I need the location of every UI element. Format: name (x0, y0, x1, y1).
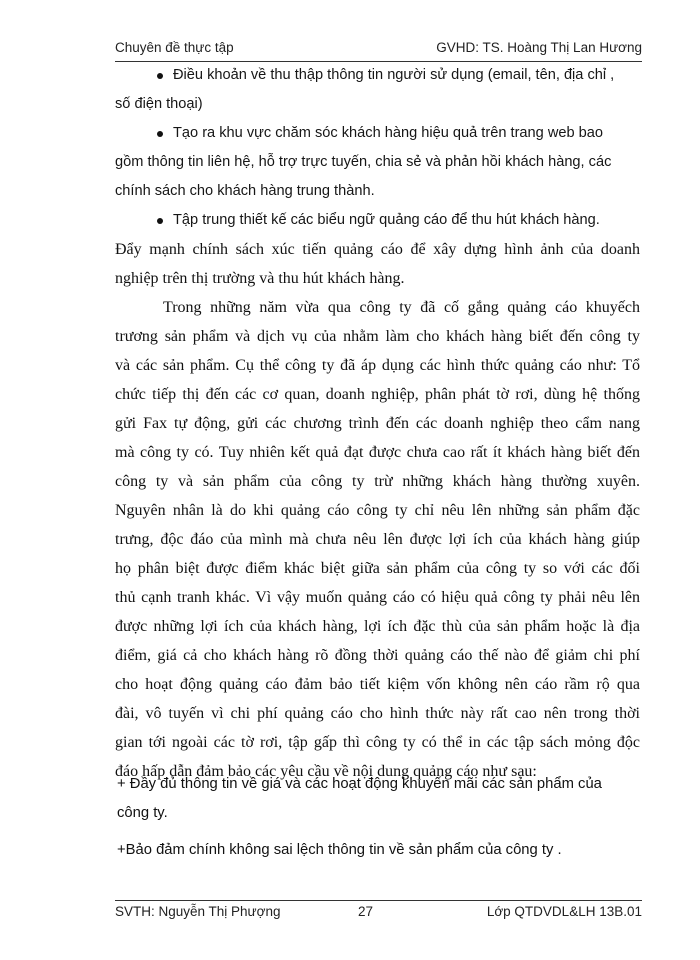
bullet-text-continued: số điện thoại) (115, 96, 203, 112)
bullet-text: Tập trung thiết kế các biểu ngữ quảng cáo để thu hút khách hàng. (173, 212, 600, 228)
paragraph-line: gửi Fax tự động, gửi các chương trình đến các doanh nghiệp theo cẩm nang (115, 415, 640, 432)
paragraph-line: và các sản phẩm. Cụ thể công ty đã áp dụng các hình thức quảng cáo như: Tổ (115, 357, 640, 374)
footer-divider (115, 900, 642, 901)
plus-item-accuracy (117, 836, 637, 865)
paragraph-line: Đẩy mạnh chính sách xúc tiến quảng cáo để xây dựng hình ảnh của doanh (115, 241, 640, 258)
footer-student-name: SVTH: Nguyễn Thị Phượng (115, 904, 281, 919)
header-left-title: Chuyên đề thực tập (115, 40, 234, 55)
bullet-item (115, 119, 640, 206)
paragraph-line: Nguyên nhân là do khi quảng cáo công ty chỉ nêu lên những sản phẩm đặc (115, 502, 640, 519)
bullet-text-continued: gồm thông tin liên hệ, hỗ trợ trực tuyến, chia sẻ và phản hồi khách hàng, các (115, 154, 612, 170)
page-footer (115, 904, 642, 924)
paragraph-line: được những lợi ích của khách hàng, lợi ích đặc thù của sản phẩm hoặc là địa (115, 618, 640, 635)
paragraph-line: công ty và sản phẩm của công ty trừ những khách hàng thường xuyên. (115, 473, 640, 490)
bullet-dot-icon (157, 131, 163, 137)
page-number: 27 (358, 904, 374, 919)
plus-item-line: công ty. (117, 805, 168, 821)
paragraph-line: họ phân biệt được điểm khác biệt giữa sản phẩm của công ty so với các đối (115, 560, 640, 577)
paragraph-line: điểm, giá cả cho khách hàng rõ đồng thời quảng cáo thế nào để giảm chi phí (115, 647, 640, 664)
paragraph-line: đáo hấp dẫn đảm bảo các yêu cầu về nội dung quảng cáo như sau: (115, 763, 537, 780)
bullet-text: Điều khoản về thu thập thông tin người sử dụng (email, tên, địa chỉ , (173, 67, 615, 83)
paragraph-line: trương sản phẩm và dịch vụ của nhằm làm cho khách hàng biết đến công ty (115, 328, 640, 345)
bullet-dot-icon (157, 73, 163, 79)
bullet-item (115, 61, 640, 119)
plus-item-line: + Đầy đủ thông tin về giá và các hoạt động khuyến mãi các sản phẩm của (117, 776, 602, 792)
paragraph-line: chức tiếp thị đến các cơ quan, doanh nghiệp, phân phát tờ rơi, dùng hệ thống (115, 386, 640, 403)
paragraph-line: trưng, độc đáo của mình mà chưa nêu lên được lợi ích của khách hàng giúp (115, 531, 640, 548)
paragraph-line: Trong những năm vừa qua công ty đã cố gắng quảng cáo khuyếch (163, 299, 640, 316)
paragraph-advertising (115, 293, 640, 786)
paragraph-promotion-policy (115, 235, 640, 293)
footer-class-code: Lớp QTDVDL&LH 13B.01 (486, 904, 642, 919)
header-right-supervisor: GVHD: TS. Hoàng Thị Lan Hương (436, 40, 642, 55)
paragraph-line: nghiệp trên thị trường và thu hút khách hàng. (115, 270, 405, 287)
paragraph-line: đài, vô tuyến vì chi phí quảng cáo cho hình thức này rất cao nên trong thời (115, 705, 640, 722)
paragraph-line: cho hoạt động quảng cáo đảm bảo tiết kiệm vốn không nên cáo rầm rộ qua (115, 676, 640, 693)
bullet-item (115, 206, 640, 235)
bullet-text: Tạo ra khu vực chăm sóc khách hàng hiệu quả trên trang web bao (173, 125, 604, 141)
bullet-dot-icon (157, 218, 163, 224)
paragraph-line: gian tới ngoài các tờ rơi, tập gấp thì công ty có thể in các tập sách mỏng độc (115, 734, 640, 751)
page-header (115, 40, 642, 60)
bullet-text-continued: chính sách cho khách hàng trung thành. (115, 183, 375, 199)
paragraph-line: thủ cạnh tranh khác. Vì vậy muốn quảng cáo có hiệu quả công ty phải nêu lên (115, 589, 640, 606)
plus-item-line: +Bảo đảm chính không sai lệch thông tin về sản phẩm của công ty . (117, 842, 562, 858)
plus-item-pricing-info (117, 770, 637, 828)
paragraph-line: mà công ty có. Tuy nhiên kết quả đạt được chưa cao rất ít khách hàng biết đến (115, 444, 640, 461)
